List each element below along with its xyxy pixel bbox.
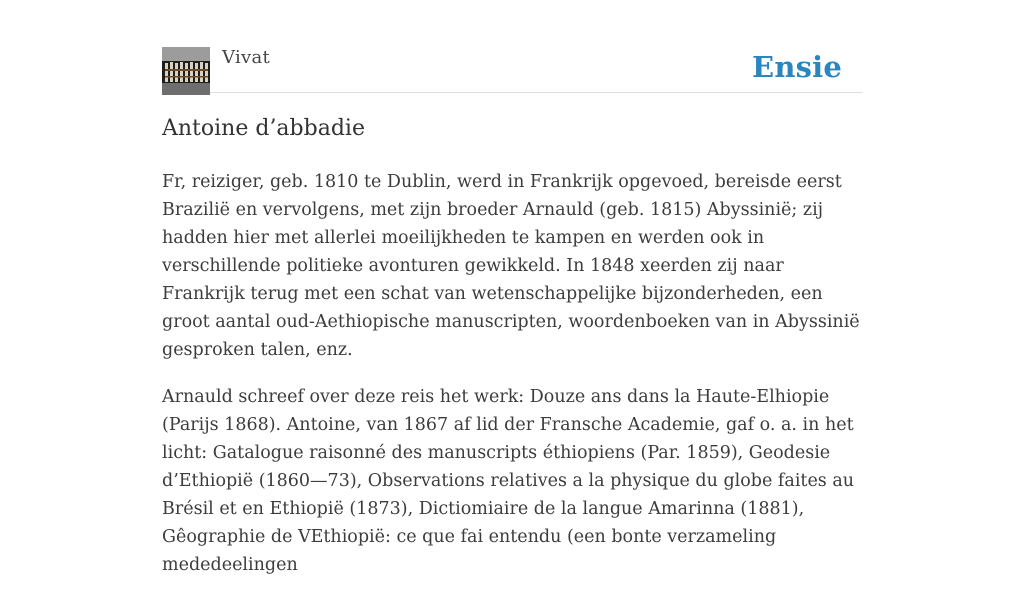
author-name[interactable]: Vivat <box>222 47 271 68</box>
brand-logo[interactable]: Ensie <box>752 50 842 84</box>
page-title: Antoine d’abbadie <box>162 116 365 141</box>
paragraph-2: Arnauld schreef over deze reis het werk: Douze ans dans la Haute-Elhiopie (Parijs 1868). Antoine, van 1867 af lid der Fransche Academie, gaf o. a. in het licht: Gatalogue raisonné des manuscripts éthiopiens (Par. 1859), Geodesie d’Ethiopië (1860—73), Observations relatives a la physique du globe faites au Brésil et en Ethiopië (1873), Dictiomiaire de la langue Amarinna (1881), Gêographie de VEthiopië: ce que fai entendu (een bonte verzameling mededeelingen <box>162 387 855 575</box>
header <box>162 46 862 93</box>
book-spines-avatar-icon[interactable] <box>162 47 210 95</box>
paragraph-1: Fr, reiziger, geb. 1810 te Dublin, werd in Frankrijk opgevoed, bereisde eerst Brazilië en vervolgens, met zijn broeder Arnauld (geb. 1815) Abyssinië; zij hadden hier met allerlei moeilijkheden te kampen en werden ook in verschillende politieke avonturen gewikkeld. In 1848 xeerden zij naar Frankrijk terug met een schat van wetenschappelijke bijzonderheden, een groot aantal oud-Aethiopische manuscripten, woordenboeken van in Abyssinië gesproken talen, enz. <box>162 172 860 360</box>
article-body <box>162 168 868 598</box>
